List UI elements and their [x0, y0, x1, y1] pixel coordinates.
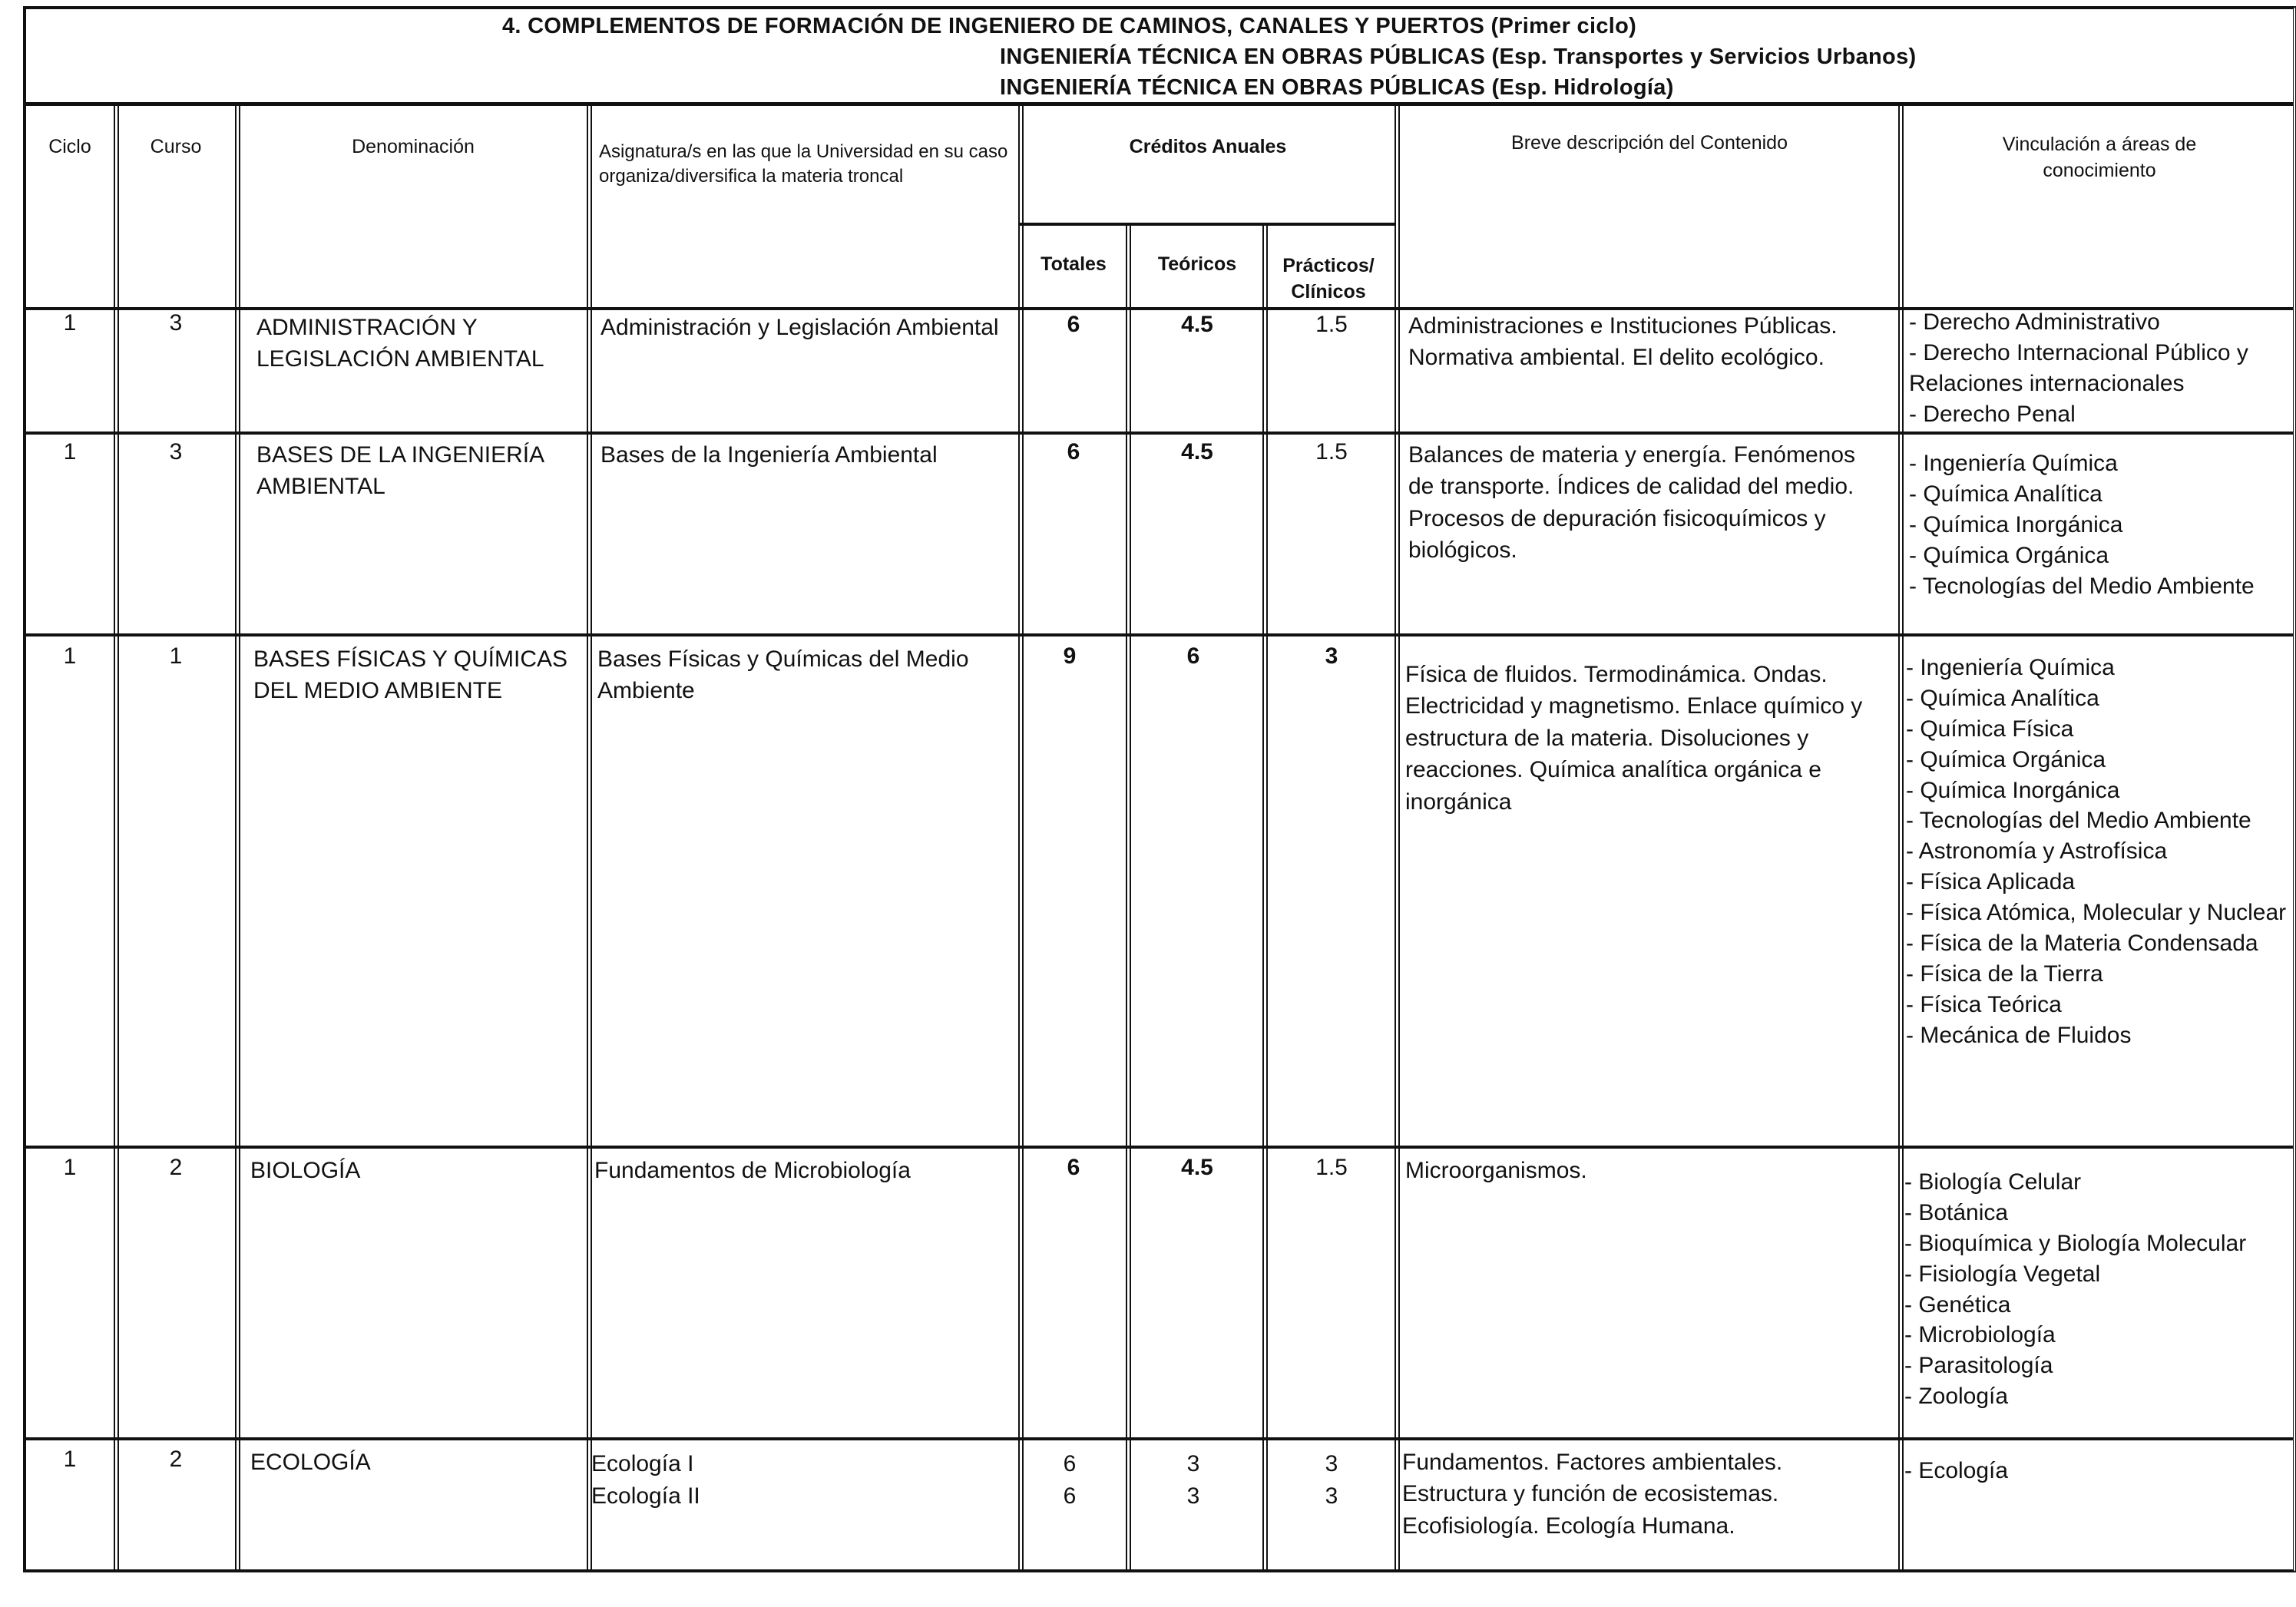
title-line-3: INGENIERÍA TÉCNICA EN OBRAS PÚBLICAS (Esp. Hidrología)	[1000, 75, 1674, 100]
practicos-value: 3	[1325, 1483, 1338, 1509]
row5-ciclo: 1	[63, 1447, 77, 1472]
area-item: - Química Orgánica	[1909, 542, 2109, 568]
area-item: - Física Atómica, Molecular y Nuclear	[1906, 900, 2287, 926]
row3-denominacion: BASES FÍSICAS Y QUÍMICAS DEL MEDIO AMBIENTE	[253, 646, 568, 704]
row5-descripcion: Fundamentos. Factores ambientales. Estructura y función de ecosistemas. Ecofisiología. Ecología Humana.	[1402, 1450, 1783, 1539]
row1-descripcion: Administraciones e Instituciones Públicas. Normativa ambiental. El delito ecológico.	[1408, 313, 1838, 371]
column-divider	[235, 106, 240, 1569]
totales-value: 6	[1063, 1483, 1077, 1509]
column-divider	[1898, 106, 1904, 1569]
column-divider	[1262, 223, 1268, 1569]
area-item: - Física de la Tierra	[1906, 961, 2103, 987]
row3-areas-list	[1906, 653, 2290, 1051]
title-line-2: INGENIERÍA TÉCNICA EN OBRAS PÚBLICAS (Esp. Transportes y Servicios Urbanos)	[1000, 45, 1917, 69]
area-item: - Mecánica de Fluidos	[1906, 1022, 2132, 1048]
row3-curso: 1	[169, 643, 183, 669]
area-item: - Botánica	[1904, 1199, 2009, 1225]
area-item: - Derecho Administrativo	[1909, 309, 2160, 335]
row1-areas-list	[1909, 307, 2293, 430]
row1-denominacion: ADMINISTRACIÓN Y LEGISLACIÓN AMBIENTAL	[256, 315, 544, 372]
row4-totales: 6	[1067, 1155, 1080, 1180]
row-rule	[26, 432, 2293, 435]
row3-totales: 9	[1063, 643, 1077, 669]
row3-practicos: 3	[1325, 643, 1338, 669]
row4-curso: 2	[169, 1155, 183, 1180]
header-denominacion: Denominación	[352, 136, 475, 157]
row4-denominacion: BIOLOGÍA	[250, 1158, 361, 1183]
row5-totales	[1021, 1448, 1118, 1513]
row5-teoricos	[1132, 1448, 1255, 1513]
area-item: - Ingeniería Química	[1909, 451, 2118, 476]
row3-ciclo: 1	[63, 643, 77, 669]
row1-totales: 6	[1067, 312, 1080, 337]
area-item: - Bioquímica y Biología Molecular	[1904, 1230, 2247, 1256]
row2-totales: 6	[1067, 439, 1080, 465]
row2-denominacion: BASES DE LA INGENIERÍA AMBIENTAL	[256, 442, 544, 500]
header-asignaturas: Asignatura/s en las que la Universidad en su caso organiza/diversifica la materia troncal	[599, 141, 1008, 187]
row1-asignatura: Administración y Legislación Ambiental	[600, 315, 999, 340]
area-item: - Química Inorgánica	[1909, 511, 2123, 537]
totales-value: 6	[1063, 1451, 1077, 1476]
row5-areas-list	[1904, 1456, 2288, 1486]
row-rule	[26, 633, 2293, 637]
row4-practicos: 1.5	[1315, 1155, 1348, 1180]
area-item: - Astronomía y Astrofísica	[1906, 838, 2168, 865]
teoricos-value: 3	[1186, 1483, 1200, 1509]
row1-ciclo: 1	[63, 310, 77, 336]
column-divider	[1394, 106, 1400, 1569]
credits-subheader-rule	[1018, 223, 1394, 226]
row2-descripcion: Balances de materia y energía. Fenómenos de transporte. Índices de calidad del medio. Procesos de depuración fisicoquímicos y biológicos.	[1408, 442, 1855, 564]
asignatura-item: Ecología II	[591, 1483, 700, 1509]
row3-asignatura: Bases Físicas y Químicas del Medio Ambiente	[597, 646, 969, 704]
row1-teoricos: 4.5	[1181, 312, 1213, 337]
area-item: - Química Física	[1906, 716, 2074, 742]
row1-practicos: 1.5	[1315, 312, 1348, 337]
header-vinculacion: Vinculación a áreas de conocimiento	[2002, 134, 2197, 181]
row4-asignatura: Fundamentos de Microbiología	[594, 1158, 911, 1183]
row5-practicos	[1269, 1448, 1394, 1513]
area-item: - Tecnologías del Medio Ambiente	[1906, 808, 2251, 834]
row3-descripcion: Física de fluidos. Termodinámica. Ondas. Electricidad y magnetismo. Enlace químico y estructura de la materia. Disoluciones y reacciones. Química analítica orgánica e inorgánica	[1405, 662, 1863, 815]
header-creditos-anuales: Créditos Anuales	[1129, 136, 1287, 157]
area-item: - Parasitología	[1904, 1353, 2053, 1379]
header-descripcion: Breve descripción del Contenido	[1511, 132, 1788, 154]
row4-descripcion: Microorganismos.	[1405, 1158, 1587, 1183]
row5-curso: 2	[169, 1447, 183, 1472]
column-divider	[1126, 223, 1131, 1569]
row2-teoricos: 4.5	[1181, 439, 1213, 465]
area-item: - Tecnologías del Medio Ambiente	[1909, 573, 2255, 599]
area-item: - Derecho Penal	[1909, 401, 2076, 427]
table-title-block	[26, 9, 2293, 106]
row2-curso: 3	[169, 439, 183, 465]
row-rule	[26, 1437, 2293, 1440]
area-item: - Fisiología Vegetal	[1904, 1261, 2101, 1287]
area-item: - Zoología	[1904, 1384, 2009, 1410]
curriculum-table	[23, 6, 2296, 1572]
area-item: - Química Analítica	[1906, 685, 2099, 711]
area-item: - Ecología	[1904, 1458, 2009, 1483]
row1-curso: 3	[169, 310, 183, 336]
practicos-value: 3	[1325, 1451, 1338, 1476]
area-item: - Microbiología	[1904, 1322, 2056, 1348]
row4-teoricos: 4.5	[1181, 1155, 1213, 1180]
row2-areas-list	[1909, 448, 2293, 601]
row2-practicos: 1.5	[1315, 439, 1348, 465]
header-ciclo: Ciclo	[48, 136, 91, 157]
header-totales: Totales	[1040, 253, 1107, 275]
row2-ciclo: 1	[63, 439, 77, 465]
teoricos-value: 3	[1186, 1451, 1200, 1476]
area-item: - Genética	[1904, 1291, 2011, 1318]
area-item: - Física Teórica	[1906, 991, 2062, 1017]
row4-areas-list	[1904, 1167, 2288, 1412]
row2-asignatura: Bases de la Ingeniería Ambiental	[600, 442, 938, 468]
row5-denominacion: ECOLOGÍA	[250, 1450, 371, 1475]
header-curso: Curso	[150, 136, 202, 157]
area-item: - Física de la Materia Condensada	[1906, 931, 2258, 957]
area-item: - Derecho Internacional Público y Relaciones internacionales	[1909, 339, 2248, 396]
row5-asignaturas	[591, 1448, 1006, 1513]
header-teoricos: Teóricos	[1157, 253, 1237, 275]
area-item: - Química Inorgánica	[1906, 777, 2120, 803]
area-item: - Química Analítica	[1909, 481, 2102, 507]
asignatura-item: Ecología I	[591, 1451, 694, 1476]
row3-teoricos: 6	[1186, 643, 1200, 669]
area-item: - Química Orgánica	[1906, 746, 2106, 772]
header-practicos-clinicos: Prácticos/ Clínicos	[1282, 255, 1375, 303]
area-item: - Biología Celular	[1904, 1169, 2082, 1195]
column-divider	[587, 106, 592, 1569]
area-item: - Ingeniería Química	[1906, 655, 2115, 680]
title-line-1: 4. COMPLEMENTOS DE FORMACIÓN DE INGENIERO DE CAMINOS, CANALES Y PUERTOS (Primer ciclo)	[502, 14, 1637, 38]
row-rule	[26, 1146, 2293, 1149]
row4-ciclo: 1	[63, 1155, 77, 1180]
area-item: - Física Aplicada	[1906, 869, 2076, 895]
